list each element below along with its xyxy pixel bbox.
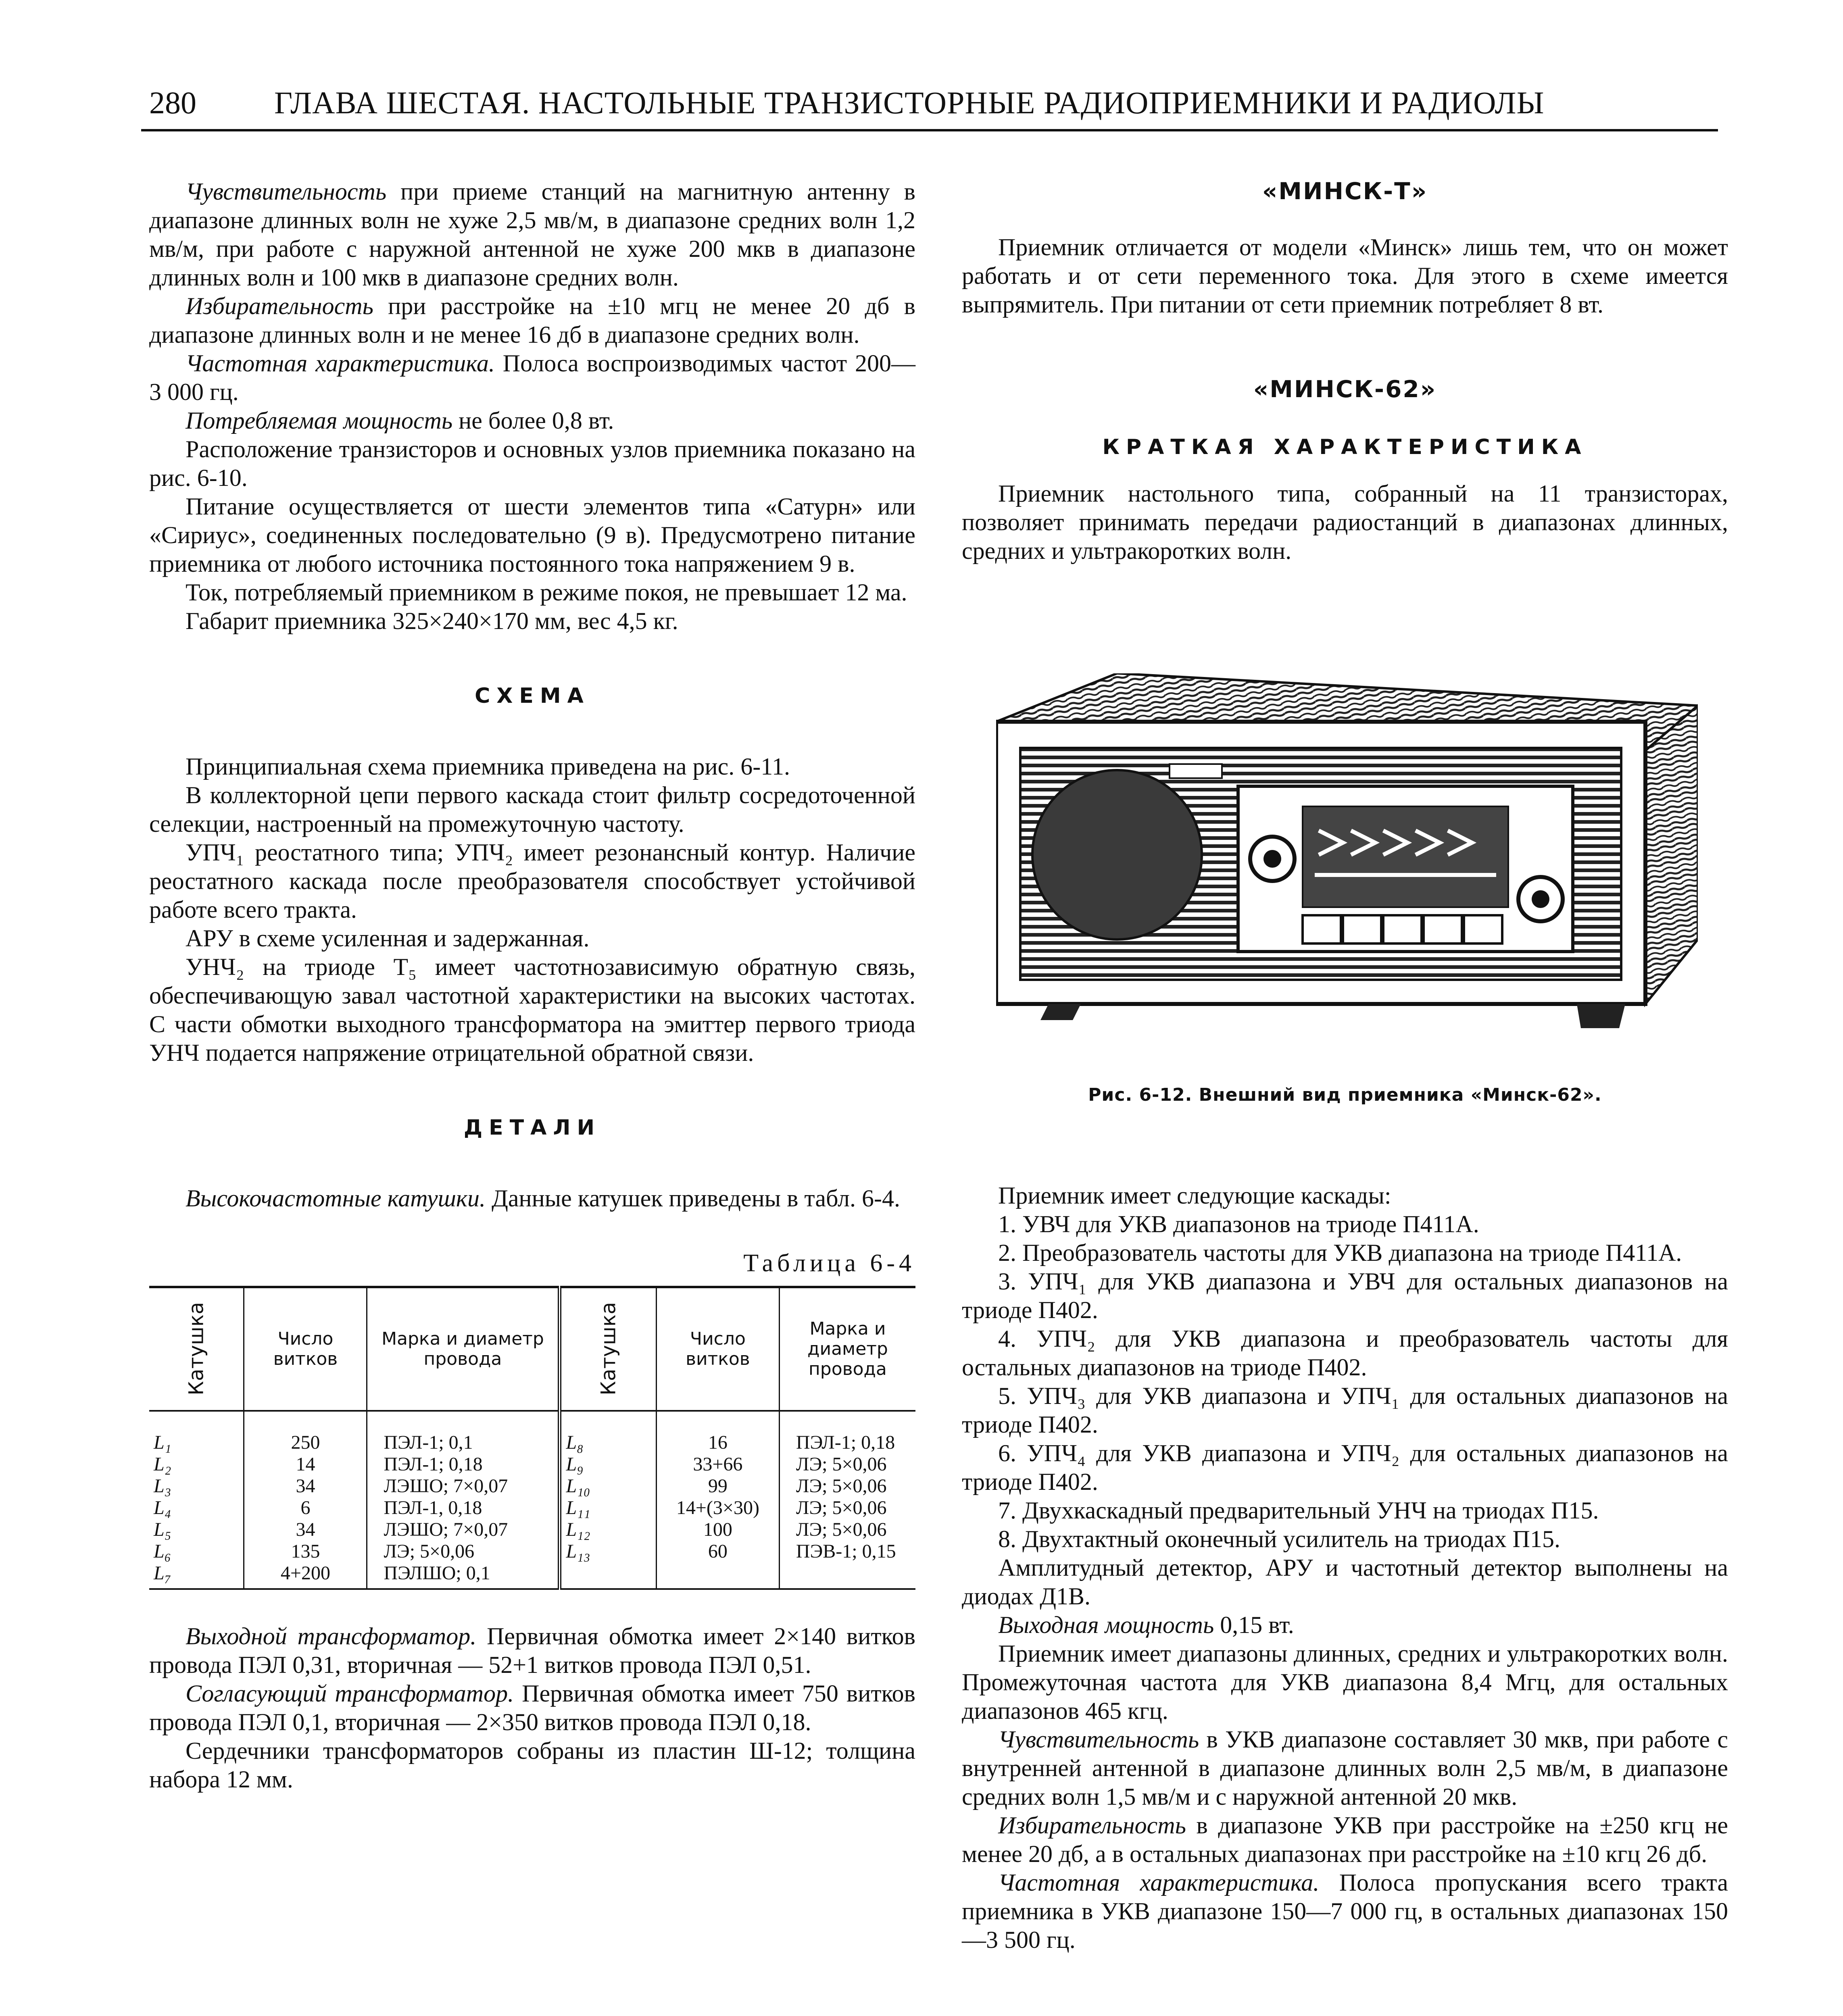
coil-column-right: L₈ L₉ L₁₀ L₁₁ L₁₂ L₁₃: [560, 1411, 656, 1589]
frequency-text: Полоса воспроизводимых частот 200—3 000 гц.: [149, 350, 915, 405]
stage-item-1: 1. УВЧ для УКВ диапазонов на триоде П411А.: [998, 1211, 1479, 1237]
matching-transformer-paragraph: [149, 1679, 915, 1737]
output-power-paragraph: [962, 1611, 1728, 1639]
page-header: [149, 83, 1722, 127]
right-column: [962, 177, 1728, 565]
size-paragraph: Габарит приемника 325×240×170 мм, вес 4,5 кг.: [186, 608, 678, 634]
left-column: [149, 177, 915, 1794]
hf-coils-text: Данные катушек приведены в табл. 6-4.: [486, 1185, 900, 1212]
detector-paragraph: Амплитудный детектор, АРУ и частотный детектор выполнены на диодах Д1В.: [962, 1554, 1728, 1610]
schema-paragraph-1: Принципиальная схема приемника приведена на рис. 6-11.: [186, 753, 790, 780]
frequency-62-text: Полоса пропускания всего тракта приемника в УКВ диапазоне 150—7 000 гц, в остальных диапазонах 150—3 500 гц.: [962, 1869, 1728, 1953]
frequency-62-label: Частотная характеристика.: [998, 1869, 1320, 1896]
stage-item-6: 6. УПЧ₄ для УКВ диапазона и УПЧ₂ для остальных диапазонов на триоде П402.: [962, 1440, 1728, 1495]
table-header-wire-2: Марка и диаметр провода: [779, 1287, 915, 1411]
frequency-paragraph: [149, 349, 915, 406]
table-header-wire-1: Марка и диаметр провода: [367, 1287, 560, 1411]
layout-paragraph: Расположение транзисторов и основных узлов приемника показано на рис. 6-10.: [149, 436, 915, 491]
turns-column-left: 250 14 34 6 34 135 4+200: [244, 1411, 367, 1589]
minsk-t-heading: «МИНСК-Т»: [1262, 177, 1428, 205]
selectivity-62-paragraph: [962, 1811, 1728, 1868]
right-column-lower: [962, 1181, 1728, 1954]
stage-item-2: 2. Преобразователь частоты для УКВ диапазона на триоде П411А.: [998, 1239, 1682, 1266]
output-transformer-label: Выходной трансформатор.: [186, 1623, 477, 1649]
hf-coils-paragraph: [149, 1184, 915, 1213]
table-header-turns-1: Число витков: [244, 1287, 367, 1411]
supply-paragraph: Питание осуществляется от шести элементов типа «Сатурн» или «Сириус», соединенных последовательно (9 в). Предусмотрено питание приемника от любого источника постоянного тока напряжением 9 в.: [149, 493, 915, 577]
selectivity-label: Избирательность: [186, 293, 373, 319]
cores-paragraph: Сердечники трансформаторов собраны из пластин Ш-12; толщина набора 12 мм.: [149, 1737, 915, 1793]
wire-column-left: ПЭЛ-1; 0,1 ПЭЛ-1; 0,18 ЛЭШО; 7×0,07 ПЭЛ-1, 0,18 ЛЭШО; 7×0,07 ЛЭ; 5×0,06 ПЭЛШО; 0,1: [367, 1411, 560, 1589]
sensitivity-62-label: Чувствительность: [998, 1726, 1199, 1753]
wire-column-right: ПЭЛ-1; 0,18 ЛЭ; 5×0,06 ЛЭ; 5×0,06 ЛЭ; 5×0,06 ЛЭ; 5×0,06 ПЭВ-1; 0,15: [779, 1411, 915, 1589]
hf-coils-label: Высокочастотные катушки.: [186, 1185, 486, 1212]
stage-item-3: 3. УПЧ₁ для УКВ диапазона и УВЧ для остальных диапазонов на триоде П402.: [962, 1268, 1728, 1323]
frequency-label: Частотная характеристика.: [186, 350, 495, 377]
stage-item-4: 4. УПЧ₂ для УКВ диапазона и преобразователь частоты для остальных диапазонов на триоде П402.: [962, 1325, 1728, 1381]
frequency-62-paragraph: [962, 1868, 1728, 1954]
output-power-text: 0,15 вт.: [1214, 1612, 1294, 1638]
selectivity-paragraph: [149, 292, 915, 349]
ranges-paragraph: Приемник имеет диапазоны длинных, средних и ультракоротких волн. Промежуточная частота для УКВ диапазона 8,4 Мгц, для остальных диапазонов 465 кгц.: [962, 1640, 1728, 1724]
power-label: Потребляемая мощность: [186, 407, 453, 434]
sensitivity-label: Чувствительность: [186, 178, 387, 205]
current-paragraph: Ток, потребляемый приемником в режиме покоя, не превышает 12 ма.: [186, 579, 907, 606]
coil-column-left: L₁ L₂ L₃ L₄ L₅ L₆ L₇: [149, 1411, 244, 1589]
page-number: 280: [149, 85, 196, 120]
table-header-coil-2: Катушка: [560, 1287, 656, 1411]
selectivity-text: при расстройке на ±10 мгц не менее 20 дб в диапазоне длинных волн и не менее 16 дб в диапазоне средних волн.: [149, 293, 915, 348]
output-transformer-paragraph: [149, 1622, 915, 1679]
selectivity-62-text: в диапазоне УКВ при расстройке на ±250 кгц не менее 20 дб, а в остальных диапазонах при расстройке на ±10 кгц 26 дб.: [962, 1812, 1728, 1867]
matching-transformer-label: Согласующий трансформатор.: [186, 1680, 514, 1707]
schema-paragraph-5: УНЧ₂ на триоде T₅ имеет частотнозависимую обратную связь, обеспечивающую завал частотной характеристики на высоких частотах. С части обмотки выходного трансформатора на эмиттер первого триода УНЧ подается напряжение отрицательной обратной связи.: [149, 954, 915, 1066]
coil-data-table: [149, 1286, 915, 1590]
output-power-label: Выходная мощность: [998, 1612, 1214, 1638]
schema-heading: СХЕМА: [475, 684, 590, 708]
stages-intro: Приемник имеет следующие каскады:: [998, 1182, 1391, 1209]
sensitivity-text: при приеме станций на магнитную антенну в диапазоне длинных волн не хуже 2,5 мв/м, в диапазоне средних волн 1,2 мв/м, при работе с наружной антенной не хуже 200 мкв в диапазоне длинных волн и 100 мкв в диапазоне средних волн.: [149, 178, 915, 291]
sensitivity-62-text: в УКВ диапазоне составляет 30 мкв, при работе с внутренней антенной в диапазоне длинных волн 2,5 мв/м, в диапазоне средних волн 1,5 мв/м и с наружной антенной 20 мкв.: [962, 1726, 1728, 1810]
header-rule: [141, 129, 1718, 131]
schema-paragraph-2: В коллекторной цепи первого каскада стоит фильтр сосредоточенной селекции, настроенный на промежуточную частоту.: [149, 782, 915, 837]
sensitivity-paragraph: [149, 177, 915, 292]
intro-paragraph: Приемник настольного типа, собранный на 11 транзисторах, позволяет принимать передачи радиостанций в диапазонах длинных, средних и ультракоротких волн.: [962, 480, 1728, 564]
table-header-coil-1: Катушка: [149, 1287, 244, 1411]
matching-transformer-text: Первичная обмотка имеет 750 витков провода ПЭЛ 0,1, вторичная — 2×350 витков провода ПЭЛ 0,18.: [149, 1680, 916, 1735]
stage-item-5: 5. УПЧ₃ для УКВ диапазона и УПЧ₁ для остальных диапазонов на триоде П402.: [962, 1383, 1728, 1438]
minsk-t-paragraph: Приемник отличается от модели «Минск» лишь тем, что он может работать и от сети переменного тока. Для этого в схеме имеется выпрямитель. При питании от сети приемник потребляет 8 вт.: [962, 234, 1728, 318]
selectivity-62-label: Избирательность: [998, 1812, 1186, 1839]
brief-characteristics-heading: КРАТКАЯ ХАРАКТЕРИСТИКА: [1102, 435, 1588, 459]
power-text: не более 0,8 вт.: [452, 407, 614, 434]
schema-paragraph-4: АРУ в схеме усиленная и задержанная.: [186, 925, 590, 952]
table-body-row: [149, 1411, 915, 1589]
power-paragraph: [149, 406, 915, 435]
stage-item-8: 8. Двухтактный оконечный усилитель на триодах П15.: [998, 1526, 1560, 1552]
radio-receiver-illustration: [996, 673, 1698, 1081]
table-header-turns-2: Число витков: [656, 1287, 779, 1411]
details-heading: ДЕТАЛИ: [463, 1116, 601, 1140]
schema-paragraph-3: УПЧ₁ реостатного типа; УПЧ₂ имеет резонансный контур. Наличие реостатного каскада после преобразователя способствует устойчивой работе всего тракта.: [149, 839, 915, 923]
running-title: ГЛАВА ШЕСТАЯ. НАСТОЛЬНЫЕ ТРАНЗИСТОРНЫЕ РАДИОПРИЕМНИКИ И РАДИОЛЫ: [274, 85, 1545, 120]
output-transformer-text: Первичная обмотка имеет 2×140 витков провода ПЭЛ 0,31, вторичная — 52+1 витков провода ПЭЛ 0,51.: [149, 1623, 915, 1678]
sensitivity-62-paragraph: [962, 1725, 1728, 1811]
stage-item-7: 7. Двухкаскадный предварительный УНЧ на триодах П15.: [998, 1497, 1599, 1524]
figure-caption: Рис. 6-12. Внешний вид приемника «Минск-62».: [1088, 1085, 1602, 1105]
turns-column-right: 16 33+66 99 14+(3×30) 100 60: [656, 1411, 779, 1589]
minsk-62-heading: «МИНСК-62»: [1253, 375, 1437, 403]
table-caption: Таблица 6-4: [743, 1250, 915, 1277]
